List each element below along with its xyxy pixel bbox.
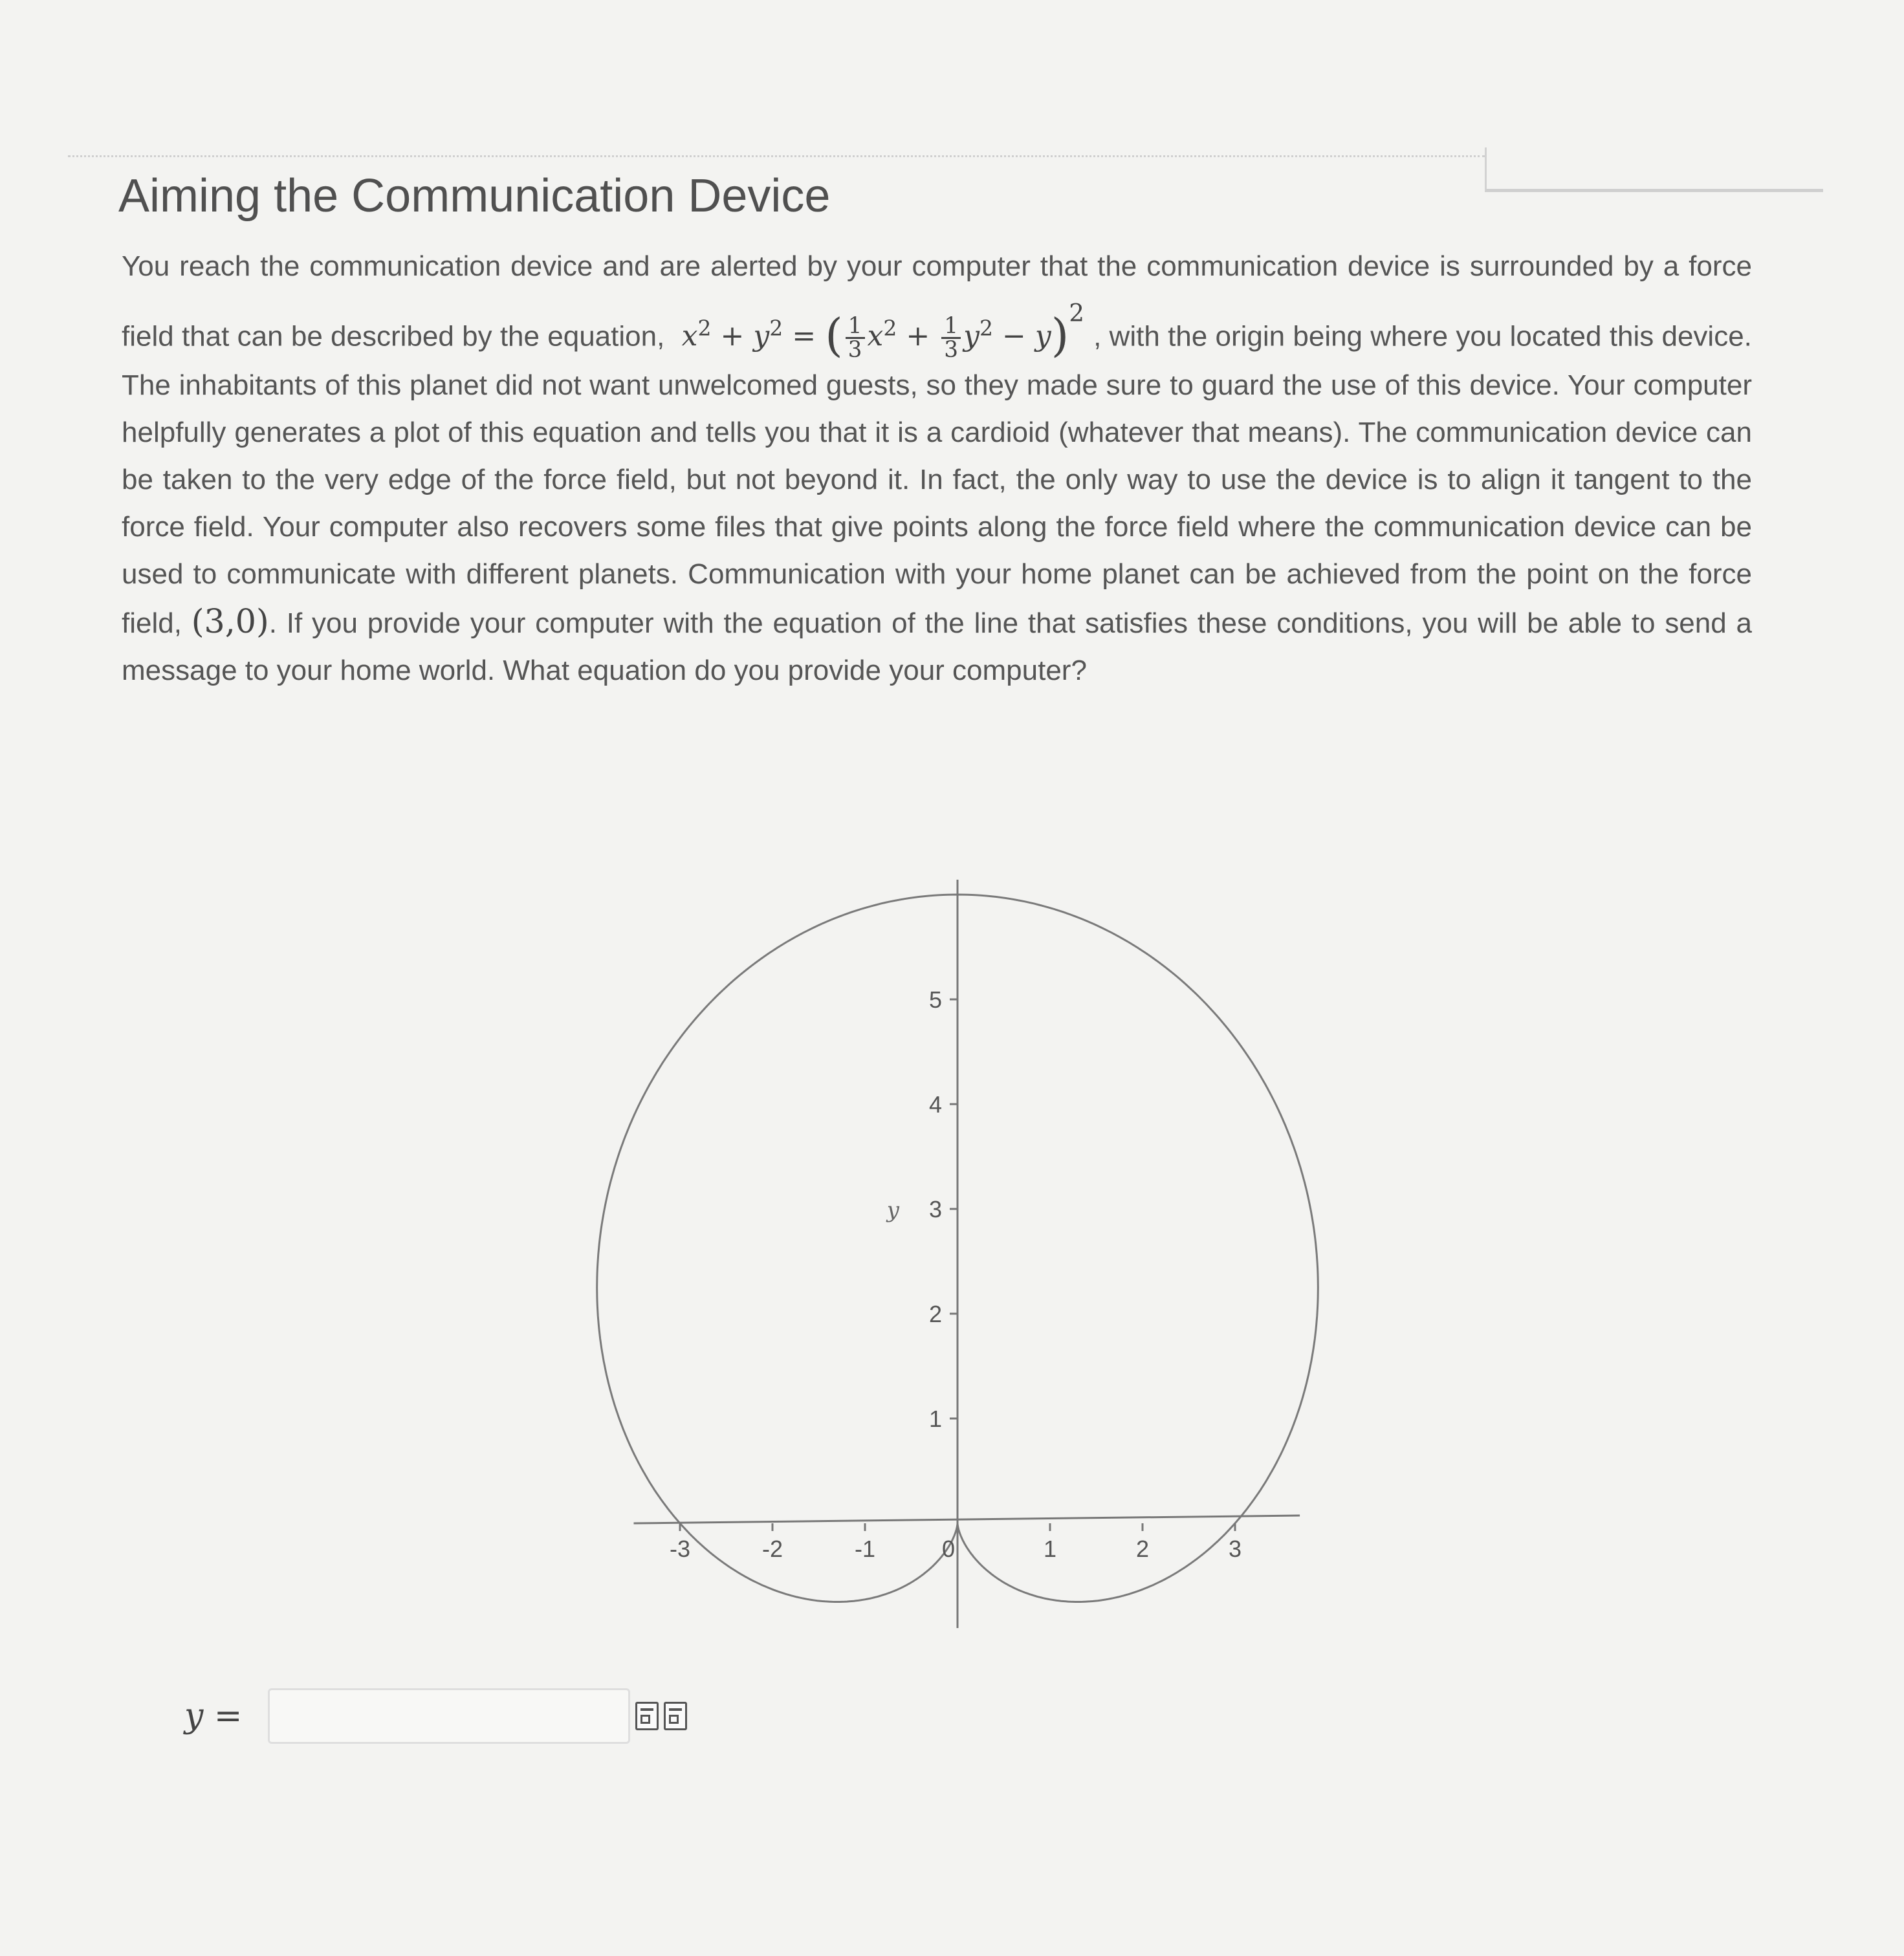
answer-row [184,1688,687,1744]
equation-editor-icon[interactable] [635,1702,659,1730]
x-tick-label: -3 [669,1536,691,1562]
problem-statement [122,243,1752,694]
x-tick-label: 1 [1043,1536,1057,1562]
x-tick-label: -1 [854,1536,876,1562]
x-tick-label: 3 [1228,1536,1242,1562]
force-field-equation: $x^2 + y^2$ = ( $\frac{1}{3}$ $x^2$ + $\frac{1}{3}$ $y^2 - y)^2$ [681,299,1085,364]
problem-title: Aiming the Communication Device [118,170,831,222]
preview-icon[interactable] [664,1702,687,1730]
y-tick-label: 5 [928,986,942,1013]
x-tick-label: 2 [1135,1536,1150,1562]
header-tab-outline [1485,147,1823,192]
cardioid-plot [595,880,1333,1630]
y-tick-label: 3 [928,1196,942,1222]
home-point: (3,0) [191,602,269,640]
problem-text-body: , with the origin being where you located this device. The inhabitants of this planet did not want unwelcomed guests, so they made sure to guard the use of this device. Your computer helpfully generates a plot of this equation and tells you that it is a cardioid (whatever that means). The communication device can be taken to the very edge of the force field, but not beyond it. In fact, the only way to use the device is to align it tangent to the force field. Your computer also recovers some files that give points along the force field where the communication device can be used to communicate with different planets. Communication with your home planet can be achieved from the point on the force field, [122,320,1752,639]
x-tick-label: 0 [941,1536,956,1562]
y-tick-label: 4 [928,1091,942,1118]
problem-text-intro: You reach the communication device and are alerted by your computer that the communication device is surrounded by a force field that can be described by the equation, [122,250,1752,353]
cardioid-plot-svg [595,880,1333,1630]
answer-label: y = [184,1697,243,1735]
y-tick-label: 2 [928,1301,942,1327]
y-axis-label: y [886,1197,899,1223]
y-tick-label: 1 [928,1406,942,1432]
x-axis [634,1516,1300,1523]
problem-text-question: . If you provide your computer with the equation of the line that satisfies these conditions, you will be able to send a message to your home world. What equation do you provide your computer? [122,607,1752,686]
header-divider [68,155,1485,157]
answer-input[interactable] [268,1688,630,1744]
x-tick-label: -2 [761,1536,783,1562]
